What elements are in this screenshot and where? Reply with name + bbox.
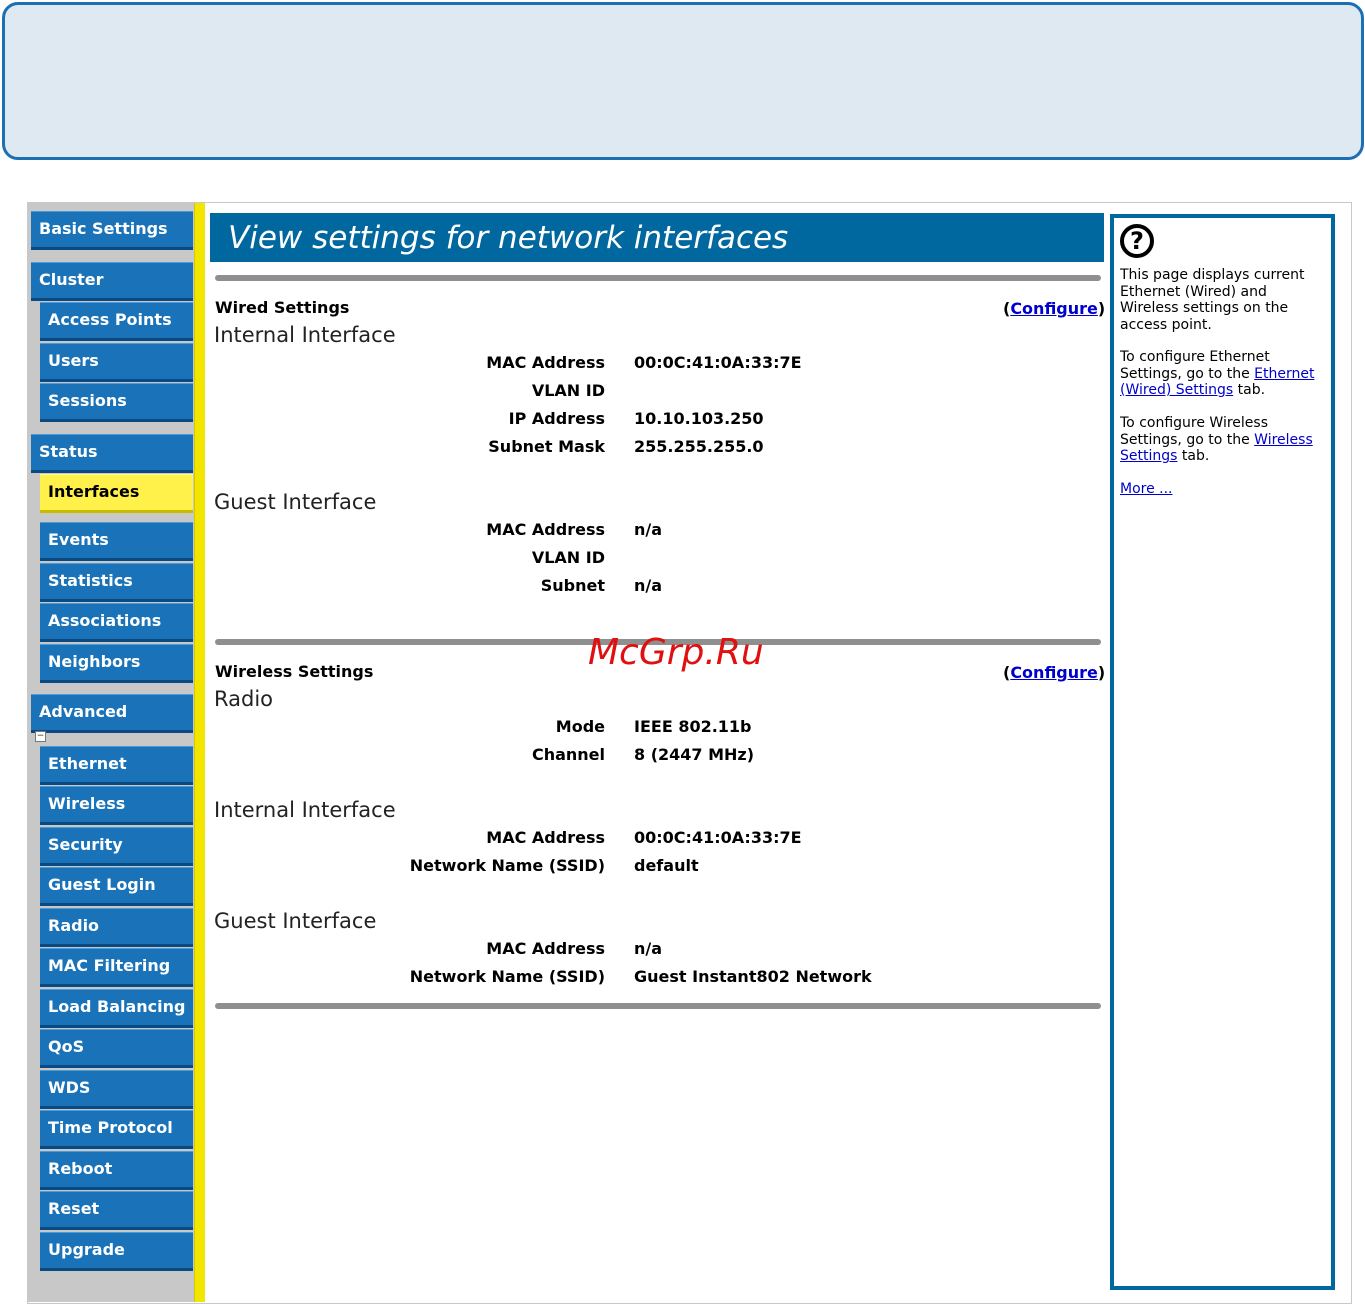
paren-open: ( — [1003, 299, 1011, 318]
wireless-guest-ssid-value: Guest Instant802 Network — [634, 967, 872, 986]
nav-access-points[interactable]: Access Points — [40, 302, 193, 338]
help-icon: ? — [1120, 224, 1154, 258]
wired-internal-mask-value: 255.255.255.0 — [634, 437, 764, 456]
help-ethernet-suffix: tab. — [1233, 382, 1266, 398]
wireless-settings-link[interactable]: Wireless Settings — [1120, 431, 1313, 464]
wired-internal-heading: Internal Interface — [214, 323, 396, 347]
wireless-guest-ssid-label: Network Name (SSID) — [409, 967, 605, 986]
wired-settings-heading: Wired Settings — [215, 298, 350, 317]
wireless-channel-label: Channel — [531, 745, 605, 764]
nav-radio[interactable]: Radio — [40, 908, 193, 944]
wireless-internal-heading: Internal Interface — [214, 798, 396, 822]
wireless-configure-link[interactable]: Configure — [1010, 663, 1098, 682]
wired-guest-subnet-label: Subnet — [540, 576, 605, 595]
wired-guest-subnet-value: n/a — [634, 576, 663, 595]
more-link[interactable]: More ... — [1120, 481, 1173, 497]
nav-sessions[interactable]: Sessions — [40, 383, 193, 419]
wired-internal-vlan-label: VLAN ID — [531, 381, 605, 400]
wireless-settings-heading: Wireless Settings — [215, 662, 374, 681]
wireless-mode-value: IEEE 802.11b — [634, 717, 752, 736]
watermark: McGrp.Ru — [588, 632, 764, 673]
help-ethernet-prefix: To configure Ethernet Settings, go to the — [1120, 349, 1270, 382]
wired-configure — [1003, 299, 1105, 318]
help-ethernet-text — [1120, 349, 1325, 399]
wired-configure-link[interactable]: Configure — [1010, 299, 1098, 318]
ethernet-settings-link[interactable]: Ethernet (Wired) Settings — [1120, 365, 1315, 398]
wireless-guest-mac-label: MAC Address — [486, 939, 605, 958]
paren-close: ) — [1097, 663, 1106, 682]
help-more — [1120, 481, 1325, 498]
wireless-internal-ssid-label: Network Name (SSID) — [409, 856, 605, 875]
wireless-mode-label: Mode — [555, 717, 605, 736]
wireless-configure — [1003, 663, 1105, 682]
wired-internal-ip-value: 10.10.103.250 — [634, 409, 764, 428]
top-banner — [2, 2, 1364, 160]
nav-mac-filtering[interactable]: MAC Filtering — [40, 948, 193, 984]
nav-security[interactable]: Security — [40, 827, 193, 863]
nav-guest-login[interactable]: Guest Login — [40, 867, 193, 903]
nav-reset[interactable]: Reset — [40, 1191, 193, 1227]
wired-guest-mac-value: n/a — [634, 520, 663, 539]
wired-guest-heading: Guest Interface — [214, 490, 377, 514]
wireless-internal-mac-value: 00:0C:41:0A:33:7E — [634, 828, 802, 847]
nav-reboot[interactable]: Reboot — [40, 1151, 193, 1187]
nav-wds[interactable]: WDS — [40, 1070, 193, 1106]
wireless-internal-mac-label: MAC Address — [486, 828, 605, 847]
nav-cluster[interactable]: Cluster — [31, 262, 193, 298]
wireless-internal-ssid-value: default — [634, 856, 699, 875]
divider — [215, 275, 1101, 281]
wired-internal-mac-value: 00:0C:41:0A:33:7E — [634, 353, 802, 372]
wired-internal-mac-label: MAC Address — [486, 353, 605, 372]
wireless-radio-heading: Radio — [214, 687, 274, 711]
help-wireless-prefix: To configure Wireless Settings, go to the — [1120, 415, 1268, 448]
nav-users[interactable]: Users — [40, 343, 193, 379]
nav-events[interactable]: Events — [40, 522, 193, 558]
wired-internal-mask-label: Subnet Mask — [488, 437, 605, 456]
nav-upgrade[interactable]: Upgrade — [40, 1232, 193, 1268]
nav-time-protocol[interactable]: Time Protocol — [40, 1110, 193, 1146]
nav-basic-settings[interactable]: Basic Settings — [31, 211, 193, 247]
paren-open: ( — [1003, 663, 1011, 682]
wireless-guest-mac-value: n/a — [634, 939, 663, 958]
help-wireless-suffix: tab. — [1177, 448, 1210, 464]
help-wireless-text — [1120, 415, 1325, 465]
nav-statistics[interactable]: Statistics — [40, 563, 193, 599]
nav-qos[interactable]: QoS — [40, 1029, 193, 1065]
page-title: View settings for network interfaces — [210, 213, 1104, 262]
help-intro: This page displays current Ethernet (Wired) and Wireless settings on the access point. — [1120, 267, 1305, 333]
wired-guest-vlan-label: VLAN ID — [531, 548, 605, 567]
nav-ethernet[interactable]: Ethernet — [40, 746, 193, 782]
nav-interfaces[interactable]: Interfaces — [40, 474, 193, 510]
nav-neighbors[interactable]: Neighbors — [40, 644, 193, 680]
paren-close: ) — [1097, 299, 1106, 318]
wired-guest-mac-label: MAC Address — [486, 520, 605, 539]
wired-internal-ip-label: IP Address — [508, 409, 605, 428]
nav-wireless[interactable]: Wireless — [40, 786, 193, 822]
nav-advanced[interactable]: Advanced — [31, 694, 193, 730]
wireless-guest-heading: Guest Interface — [214, 909, 377, 933]
wireless-channel-value: 8 (2447 MHz) — [634, 745, 755, 764]
nav-associations[interactable]: Associations — [40, 603, 193, 639]
sidebar-accent-stripe — [194, 203, 205, 1302]
nav-status[interactable]: Status — [31, 434, 193, 470]
nav-load-balancing[interactable]: Load Balancing — [40, 989, 193, 1025]
collapse-advanced-icon[interactable]: − — [36, 731, 45, 741]
divider — [215, 1003, 1101, 1009]
